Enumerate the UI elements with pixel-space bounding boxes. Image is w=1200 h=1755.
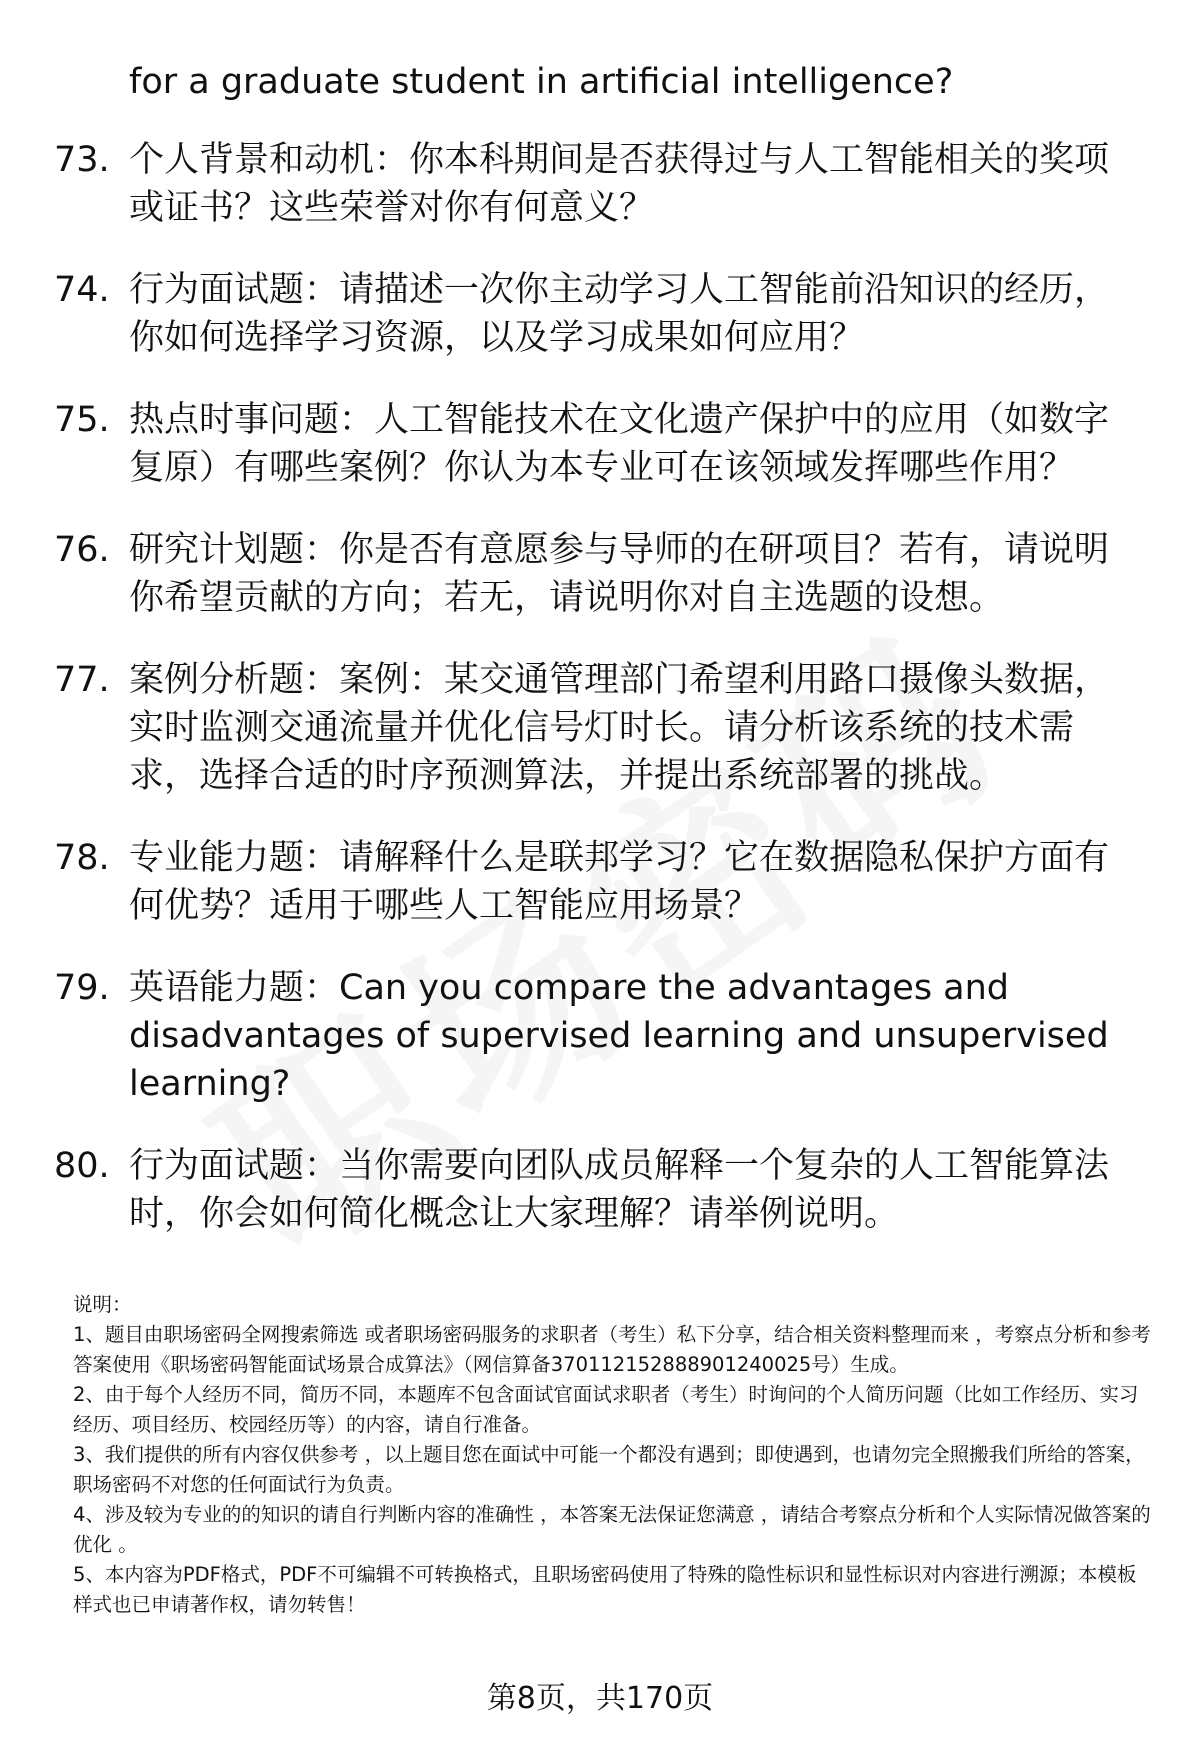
question-item-77 bbox=[0, 656, 1200, 800]
carry-over-question-text: for a graduate student in artificial intelligence? bbox=[129, 62, 954, 102]
question-text: 案例分析题：案例：某交通管理部门希望利用路口摄像头数据，实时监测交通流量并优化信号灯时长。请分析该系统的技术需求，选择合适的时序预测算法，并提出系统部署的挑战。 bbox=[129, 660, 1110, 796]
note-item: 1、题目由职场密码全网搜索筛选 或者职场密码服务的求职者（考生）私下分享，结合相关资料整理而来 ，考察点分析和参考答案使用《职场密码智能面试场景合成算法》（网信算备370112152888901240025号）生成。 bbox=[73, 1323, 1151, 1376]
notes-section bbox=[73, 1290, 1153, 1620]
question-number: 76. bbox=[54, 530, 110, 570]
question-item-78 bbox=[0, 834, 1200, 930]
question-number: 75. bbox=[54, 400, 110, 440]
note-item: 5、本内容为PDF格式，PDF不可编辑不可转换格式，且职场密码使用了特殊的隐性标识和显性标识对内容进行溯源；本模板样式也已申请著作权，请勿转售！ bbox=[73, 1563, 1137, 1616]
question-item-79 bbox=[0, 964, 1200, 1108]
notes-title: 说明： bbox=[73, 1293, 132, 1316]
question-list bbox=[0, 136, 1200, 1272]
question-number: 78. bbox=[54, 838, 110, 878]
question-text: 研究计划题：你是否有意愿参与导师的在研项目？若有，请说明你希望贡献的方向；若无，请说明你对自主选题的设想。 bbox=[129, 530, 1110, 618]
question-item-76 bbox=[0, 526, 1200, 622]
question-text: 英语能力题：Can you compare the advantages and disadvantages of supervised learning and unsupervised learning? bbox=[129, 968, 1109, 1104]
note-item: 3、我们提供的所有内容仅供参考 ，以上题目您在面试中可能一个都没有遇到；即使遇到，也请勿完全照搬我们所给的答案，职场密码不对您的任何面试行为负责。 bbox=[73, 1443, 1145, 1496]
question-number: 74. bbox=[54, 270, 110, 310]
question-text: 行为面试题：当你需要向团队成员解释一个复杂的人工智能算法时，你会如何简化概念让大家理解？请举例说明。 bbox=[129, 1146, 1110, 1234]
question-item-74 bbox=[0, 266, 1200, 362]
note-item: 2、由于每个人经历不同，简历不同，本题库不包含面试官面试求职者（考生）时询问的个人简历问题（比如工作经历、实习经历、项目经历、校园经历等）的内容，请自行准备。 bbox=[73, 1383, 1139, 1436]
page-number-footer: 第8页，共170页 bbox=[486, 1681, 714, 1716]
question-text: 个人背景和动机：你本科期间是否获得过与人工智能相关的奖项或证书？这些荣誉对你有何意义？ bbox=[129, 140, 1110, 228]
question-number: 77. bbox=[54, 660, 110, 700]
question-number: 73. bbox=[54, 140, 110, 180]
question-item-80 bbox=[0, 1142, 1200, 1238]
note-item: 4、涉及较为专业的的知识的请自行判断内容的准确性 ，本答案无法保证您满意 ，请结合考察点分析和个人实际情况做答案的优化 。 bbox=[73, 1503, 1151, 1556]
question-text: 专业能力题：请解释什么是联邦学习？它在数据隐私保护方面有何优势？适用于哪些人工智能应用场景？ bbox=[129, 838, 1110, 926]
question-item-75 bbox=[0, 396, 1200, 492]
question-text: 热点时事问题：人工智能技术在文化遗产保护中的应用（如数字复原）有哪些案例？你认为本专业可在该领域发挥哪些作用？ bbox=[129, 400, 1110, 488]
question-text: 行为面试题：请描述一次你主动学习人工智能前沿知识的经历，你如何选择学习资源，以及学习成果如何应用？ bbox=[129, 270, 1110, 358]
question-number: 79. bbox=[54, 968, 110, 1008]
question-number: 80. bbox=[54, 1146, 110, 1186]
question-item-73 bbox=[0, 136, 1200, 232]
